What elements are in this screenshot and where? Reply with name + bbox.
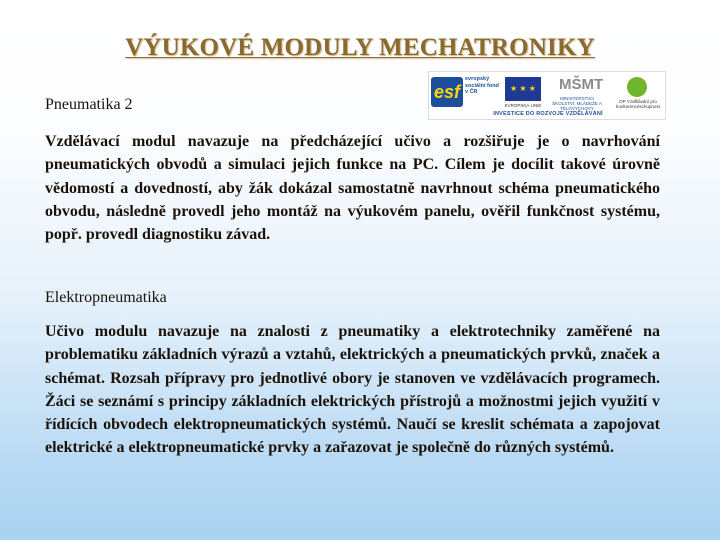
logo-slogan: INVESTICE DO ROZVOJE VZDĚLÁVÁNÍ	[493, 111, 603, 117]
section-heading-pneumatika: Pneumatika 2	[45, 96, 133, 113]
eu-flag-icon: ★ ★ ★	[505, 77, 541, 101]
section-text-elektropneumatika: Učivo modulu navazuje na znalosti z pneumatiky a elektrotechniky zaměřené na problematiku základních výrazů a vztahů, elektrických a pneumatických prvků, značek a schémat. Rozsah přípravy pro jednotlivé obory je stanoven ve vzdělávacích programech. Žáci se seznámí s principy základních elektrických přístrojů a možnostmi jejich využití v řídících obvodech elektropneumatických systémů. Naučí se kreslit schémata a zapojovat elektrické a elektropneumatické prvky a zařazovat je společně do různých systémů.	[45, 323, 660, 457]
esf-logo	[431, 75, 499, 108]
page-title: VÝUKOVÉ MODULY MECHATRONIKY	[125, 34, 595, 61]
section-text-pneumatika: Vzdělávací modul navazuje na předcházející učivo a rozšiřuje je o navrhování pneumatických obvodů a simulaci jejich funkce na PC. Cílem je docílit takové úrovně vědomostí a dovedností, aby žák dokázal samostatně navrhnout schéma pneumatického obvodu, následně provedl jeho montáž na výukovém panelu, ověřil funkčnost systému, popř. provedl diagnostiku závad.	[45, 133, 660, 244]
esf-text: evropský sociální fond v ČR	[465, 76, 499, 95]
msmt-logo	[549, 75, 605, 112]
funding-logos	[428, 71, 666, 120]
eu-caption: EVROPSKÁ UNIE	[504, 103, 542, 108]
section-heading-elektropneumatika: Elektropneumatika	[45, 289, 167, 306]
esf-mark: esf	[431, 77, 463, 107]
msmt-caption: MINISTERSTVO ŠKOLSTVÍ, MLÁDEŽE A TĚLOVÝCHOVY	[552, 96, 602, 112]
op-mark-icon	[627, 77, 647, 97]
eu-logo	[503, 75, 543, 108]
op-logo	[613, 75, 663, 108]
op-caption: OP Vzdělávání pro konkurenceschopnost	[616, 99, 660, 110]
msmt-mark: MŠMT	[559, 76, 604, 93]
